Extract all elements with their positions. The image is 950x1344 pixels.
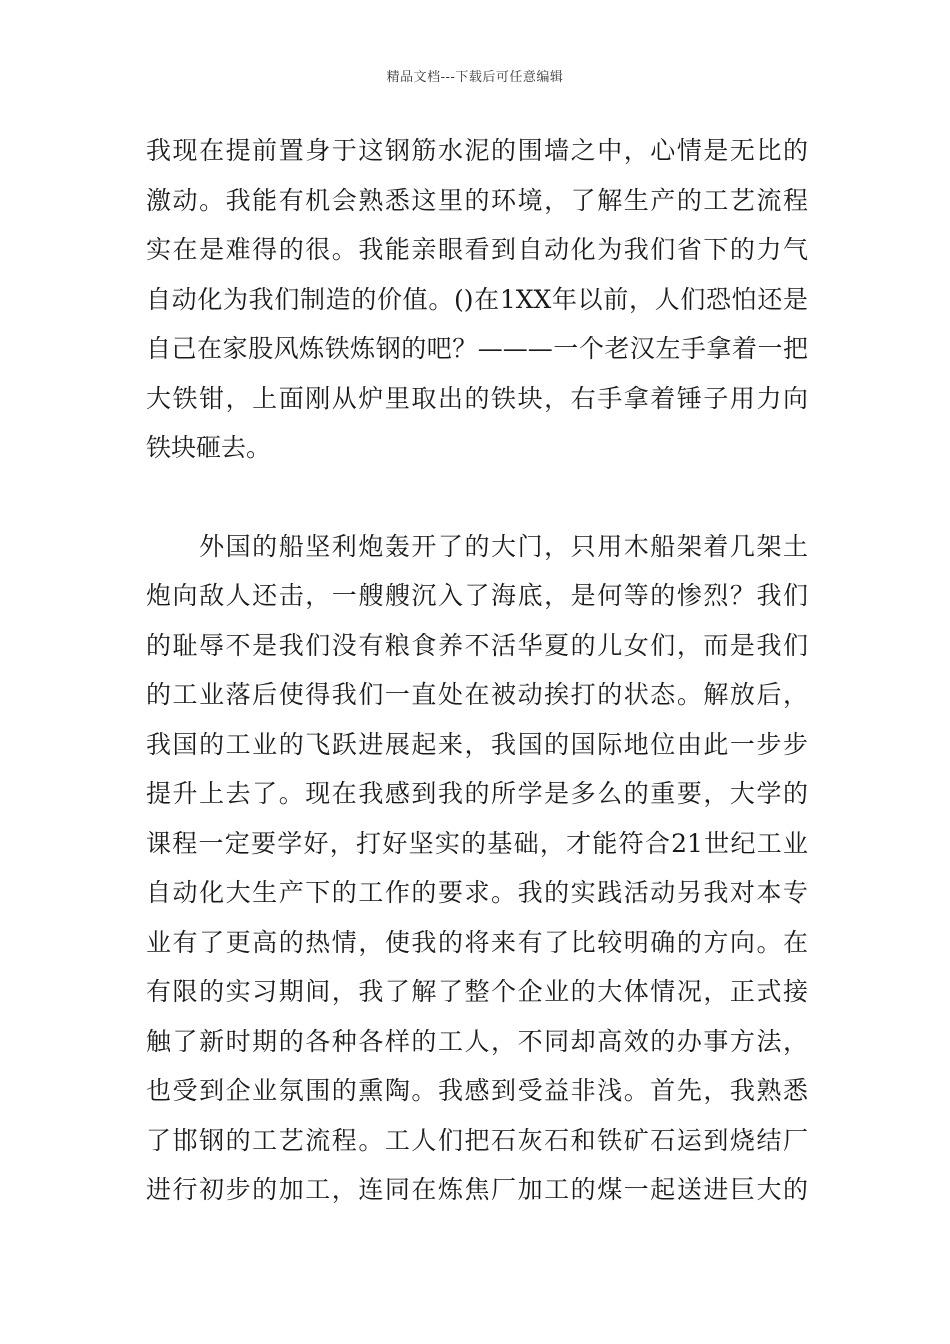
text-line: 大铁钳，上面刚从炉里取出的铁块，右手拿着锤子用力向	[146, 383, 808, 413]
paragraph-1	[146, 126, 808, 473]
text-line: 的耻辱不是我们没有粮食养不活华夏的儿女们，而是我们	[146, 630, 808, 660]
text-line: 实在是难得的很。我能亲眼看到自动化为我们省下的力气	[146, 235, 808, 264]
text-line: 课程一定要学好，打好坚实的基础，才能符合21世纪工业	[146, 828, 808, 858]
text-line: 触了新时期的各种各样的工人，不同却高效的办事方法，	[146, 1026, 808, 1056]
text-line: 有限的实习期间，我了解了整个企业的大体情况，正式接	[146, 977, 808, 1006]
paragraph-2	[146, 522, 808, 1215]
text-line: 自己在家股风炼铁炼钢的吧？———一个老汉左手拿着一把	[146, 334, 808, 363]
text-line: 自动化大生产下的工作的要求。我的实践活动另我对本专	[146, 878, 808, 907]
text-line: 也受到企业氛围的熏陶。我感到受益非浅。首先，我熟悉	[146, 1076, 808, 1105]
text-line: 铁块砸去。	[146, 433, 272, 462]
text-line: 炮向敌人还击，一艘艘沉入了海底，是何等的惨烈？我们	[146, 581, 808, 610]
text-line: 我国的工业的飞跃进展起来，我国的国际地位由此一步步	[146, 729, 808, 759]
text-line: 进行初步的加工，连同在炼焦厂加工的煤一起送进巨大的	[146, 1175, 808, 1204]
text-line: 外国的船坚利炮轰开了的大门，只用木船架着几架土	[146, 531, 808, 561]
text-line: 业有了更高的热情，使我的将来有了比较明确的方向。在	[146, 927, 808, 957]
text-line: 自动化为我们制造的价值。()在1XX年以前，人们恐怕还是	[146, 284, 808, 314]
document-body	[146, 126, 808, 1215]
text-line: 我现在提前置身于这钢筋水泥的围墙之中，心情是无比的	[146, 136, 808, 165]
paragraph-gap	[146, 473, 808, 522]
text-line: 了邯钢的工艺流程。工人们把石灰石和铁矿石运到烧结厂	[146, 1125, 808, 1155]
text-line: 的工业落后使得我们一直处在被动挨打的状态。解放后，	[146, 680, 808, 709]
page-header: 精品文档---下载后可任意编辑	[386, 70, 564, 85]
text-line: 激动。我能有机会熟悉这里的环境，了解生产的工艺流程	[146, 185, 808, 215]
text-line: 提升上去了。现在我感到我的所学是多么的重要，大学的	[146, 779, 808, 808]
